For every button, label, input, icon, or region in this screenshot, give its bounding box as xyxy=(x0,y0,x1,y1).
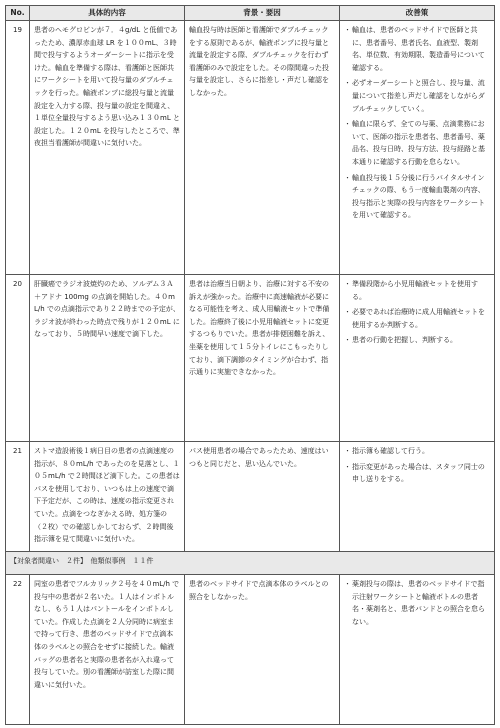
incident-table xyxy=(5,5,495,725)
bullet: ・ xyxy=(344,280,351,288)
bullet: ・ xyxy=(344,462,351,471)
measure-item xyxy=(344,172,490,222)
header-measures: 改善策 xyxy=(340,6,495,21)
measure-item xyxy=(344,24,490,74)
measure-text: 患者の行動を把握し、判断する。 xyxy=(352,336,457,345)
measure-item xyxy=(344,578,490,628)
measure-text: 輸血は、患者のベッドサイドで医師と共に、患者番号、患者氏名、血液型、製剤名、単位数、有効期限、製造番号について確認する。 xyxy=(352,26,485,72)
row-background: 患者のベッドサイドで点滴本体のラベルとの照合をしなかった。 xyxy=(185,575,340,725)
measure-text: 準備段階から小児用輸液セットを使用する。 xyxy=(352,280,478,301)
row-content: ストマ造設術後１病日目の患者の点滴速度の指示が、８０mL/h であったのを見落とし、１０５mL/h で２時間ほど滴下した。この患者はパスを使用しており、いつもは上の速度で滴下予定だが、この時は、速度の指示変更されていた。点滴をつなぎかえる時、処方箋の（２枚）での確認しかしておらず、２時間後指示簿を見て間違いに気付いた。 xyxy=(30,442,185,552)
measure-text: 指示簿も確認して行う。 xyxy=(352,447,429,455)
header-content: 具体的内容 xyxy=(30,6,185,21)
measure-item xyxy=(344,278,490,303)
measure-item xyxy=(344,118,490,168)
row-background: 患者は治療当日朝より、治療に対する不安の訴えが強かった。治療中に高速輸液が必要になる可能性を考え、成人用輸液セットで準備した。治療終了後に小児用輸液セットに変更するつもりでいた。患者が排便困難を訴え、坐薬を使用して１５分トイレにこもったりしており、滴下調節のタイミングが合わず、指示通りに実施できなかった。 xyxy=(185,275,340,442)
measure-list xyxy=(344,445,490,486)
bullet: ・ xyxy=(344,173,351,182)
table-row xyxy=(6,442,495,552)
row-number: 19 xyxy=(6,21,30,275)
measure-text: 必ずオーダーシートと照合し、投与量、流量について指差し声だし確認をしながらダブルチェックしていく。 xyxy=(352,79,485,113)
row-measures xyxy=(340,21,495,275)
row-content: 肝臓癌でラジオ波焼灼のため、ソルデム３Ａ＋アドナ 100mg の点滴を開始した。４０mL/h での点滴指示であり２２時までの予定が、ラジオ波が終わった時点で残りが１２０mL になっており、５時間早い速度で滴下した。 xyxy=(30,275,185,442)
measure-list xyxy=(344,24,490,222)
table-row xyxy=(6,575,495,725)
row-measures xyxy=(340,442,495,552)
row-background: 輸血投与時は医師と看護師でダブルチェックをする原則であるが、輸液ポンプに投与量と流量を設定する際、ダブルチェックを行わず看護師のみで設定をした。その際間違った投与量を設定し、さらに指差し・声だし確認をしなかった。 xyxy=(185,21,340,275)
row-content: 患者のヘモグロビンが７．４g/dL と低値であったため、濃厚赤血球 LR を１００mL、３時間で投与するようオーダーシートに指示を受けた。輸血を準備する際は、看護師と医師共にワークシートを用いて投与量のダブルチェックを行った。輸液ポンプに総投与量と流量設定を入力する際、投与量の設定を間違え、１単位全量投与するよう思い込み１３０mL と設定した。１２０mL を投与したところで、準夜担当看護師が間違いに気付いた。 xyxy=(30,21,185,275)
row-measures xyxy=(340,275,495,442)
bullet: ・ xyxy=(344,447,351,455)
row-number: 20 xyxy=(6,275,30,442)
measure-text: 指示変更があった場合は、スタッフ同士の申し送りをする。 xyxy=(352,462,485,484)
section-row xyxy=(6,552,495,575)
table-row xyxy=(6,275,495,442)
measure-text: 輸血に限らず、全ての与薬、点滴業務において、医師の指示を患者名、患者番号、薬品名、投与日時、投与方法、投与経路と基本通りに確認する行動を怠らない。 xyxy=(352,120,485,166)
row-measures xyxy=(340,575,495,725)
header-background: 背景・要因 xyxy=(185,6,340,21)
bullet: ・ xyxy=(344,26,351,34)
measure-text: 薬剤投与の際は、患者のベッドサイドで指示注射ワークシートと輸液ボトルの患者名・薬剤名と、患者バンドとの照合を怠らない。 xyxy=(352,580,485,626)
measure-item xyxy=(344,77,490,115)
table-row xyxy=(6,21,495,275)
measure-list xyxy=(344,278,490,347)
bullet: ・ xyxy=(344,580,351,588)
measure-list xyxy=(344,578,490,628)
bullet: ・ xyxy=(344,79,351,88)
header-row xyxy=(6,6,495,21)
measure-item xyxy=(344,306,490,331)
row-background: パス使用患者の場合であったため、速度はいつもと同じだと、思い込んでいた。 xyxy=(185,442,340,552)
bullet: ・ xyxy=(344,336,351,345)
row-number: 21 xyxy=(6,442,30,552)
measure-text: 輸血投与後１５分後に行うバイタルサインチェックの際、もう一度輸血製剤の内容、投与指示と実際の投与内容をワークシートを用いて確認する。 xyxy=(352,173,485,220)
header-no: No. xyxy=(6,6,30,21)
bullet: ・ xyxy=(344,120,351,129)
bullet: ・ xyxy=(344,308,351,317)
measure-text: 必要であれば治療時に成人用輸液セットを使用するか判断する。 xyxy=(352,308,485,329)
row-content: 同室の患者でフルカリック２号を４０mL/h で投与中の患者が２名いた。１人はインポトルなし、もう１人はパントールをインポトルしていた。作成した点滴を２人分同時に病室まで持って行き、患者のベッドサイドで点滴本体のラベルとの照合をせずに接続した。輸液バッグの患者名と実際の患者名が入れ違って投与していた。別の看護師が訪室した際に間違いに気付いた。 xyxy=(30,575,185,725)
section-heading: 【対象者間違い ２件】 他類似事例 １１件 xyxy=(6,552,495,575)
measure-item xyxy=(344,334,490,347)
row-number: 22 xyxy=(6,575,30,725)
measure-item xyxy=(344,445,490,458)
measure-item xyxy=(344,461,490,486)
